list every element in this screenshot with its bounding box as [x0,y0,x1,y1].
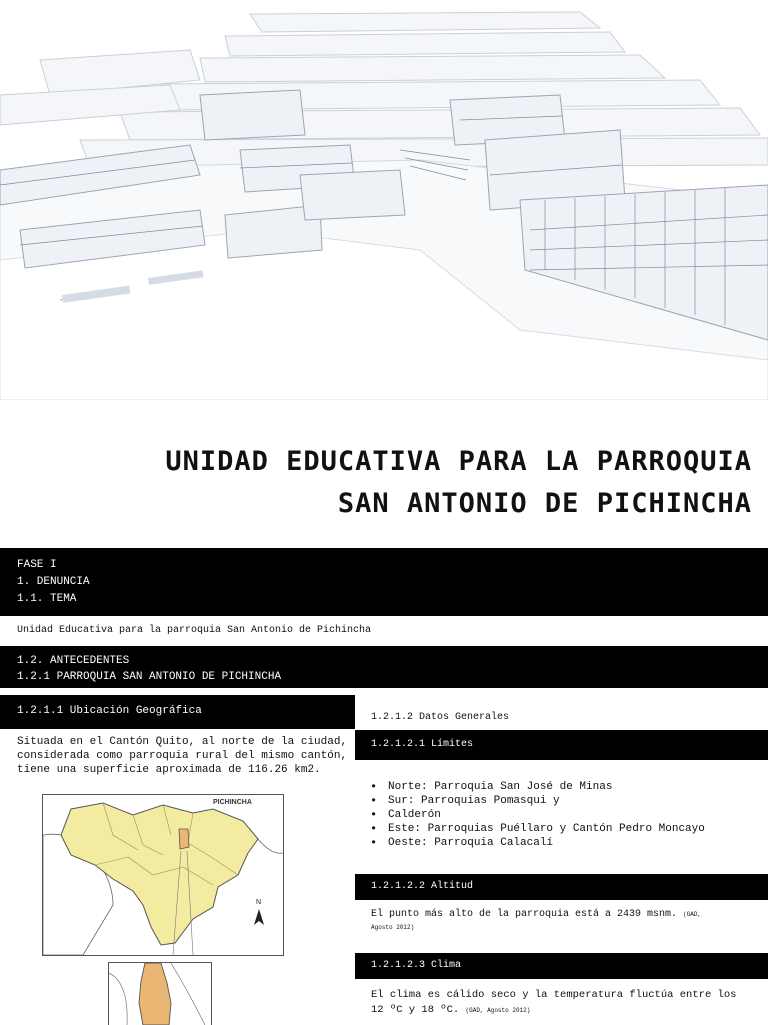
fase-label: FASE I [17,559,57,571]
ubicacion-paragraph [17,735,347,777]
ubicacion-line: Situada en el Cantón Quito, al norte de la ciudad, [17,736,348,748]
clima-bar [355,953,768,979]
tema-label: 1.1. TEMA [17,593,77,605]
antecedentes-bar [0,646,768,688]
ubicacion-line: tiene una superficie aproximada de 116.26 km2. [17,764,321,776]
list-item: • Norte: Parroquia San José de Minas [366,780,705,794]
altitud-source: (GAD, [683,911,702,918]
north-arrow-icon [254,909,264,925]
list-item: • Calderón [366,808,705,822]
parroquia-subheading: 1.2.1 PARROQUIA SAN ANTONIO DE PICHINCHA [17,671,282,683]
ubicacion-bar [0,695,355,729]
antecedentes-heading: 1.2. ANTECEDENTES [17,655,130,667]
inset-map [108,962,212,1025]
tema-text: Unidad Educativa para la parroquia San Antonio de Pichincha [17,625,372,636]
clima-heading: 1.2.1.2.3 Clima [371,960,462,971]
altitud-text-row [371,908,701,922]
ubicacion-heading: 1.2.1.1 Ubicación Geográfica [17,705,202,717]
altitud-bar [355,874,768,900]
clima-text-line1: El clima es cálido seco y la temperatura fluctúa entre los [371,989,737,1001]
limites-heading: 1.2.1.2.1 Límites [371,739,474,750]
altitud-source-date: Agosto 2012) [371,924,415,931]
list-item: • Oeste: Parroquia Calacalí [366,836,705,850]
list-item: • Este: Parroquias Puéllaro y Cantón Pedro Moncayo [366,822,705,836]
limites-bar [355,730,768,760]
map-label: PICHINCHA [213,799,252,806]
hero-rendering [0,0,768,400]
clima-text-line2: 12 ºC y 18 ºC. [371,1004,460,1016]
north-label: N [256,899,262,906]
page-title-line2: SAN ANTONIO DE PICHINCHA [337,488,752,519]
location-map [42,794,284,956]
denuncia-label: 1. DENUNCIA [17,576,90,588]
list-item: • Sur: Parroquias Pomasqui y [366,794,705,808]
altitud-heading: 1.2.1.2.2 Altitud [371,881,474,892]
fase-header-bar [0,548,768,616]
datos-generales-heading: 1.2.1.2 Datos Generales [371,712,510,723]
limites-list [366,780,705,850]
clima-source: (GAD, Agosto 2012) [465,1007,531,1014]
ubicacion-line: considerada como parroquia rural del mismo cantón, [17,750,348,762]
page-title-line1: UNIDAD EDUCATIVA PARA LA PARROQUIA [165,446,752,477]
clima-text-row [371,1003,530,1018]
altitud-text: El punto más alto de la parroquia está a 2439 msnm. [371,909,678,920]
